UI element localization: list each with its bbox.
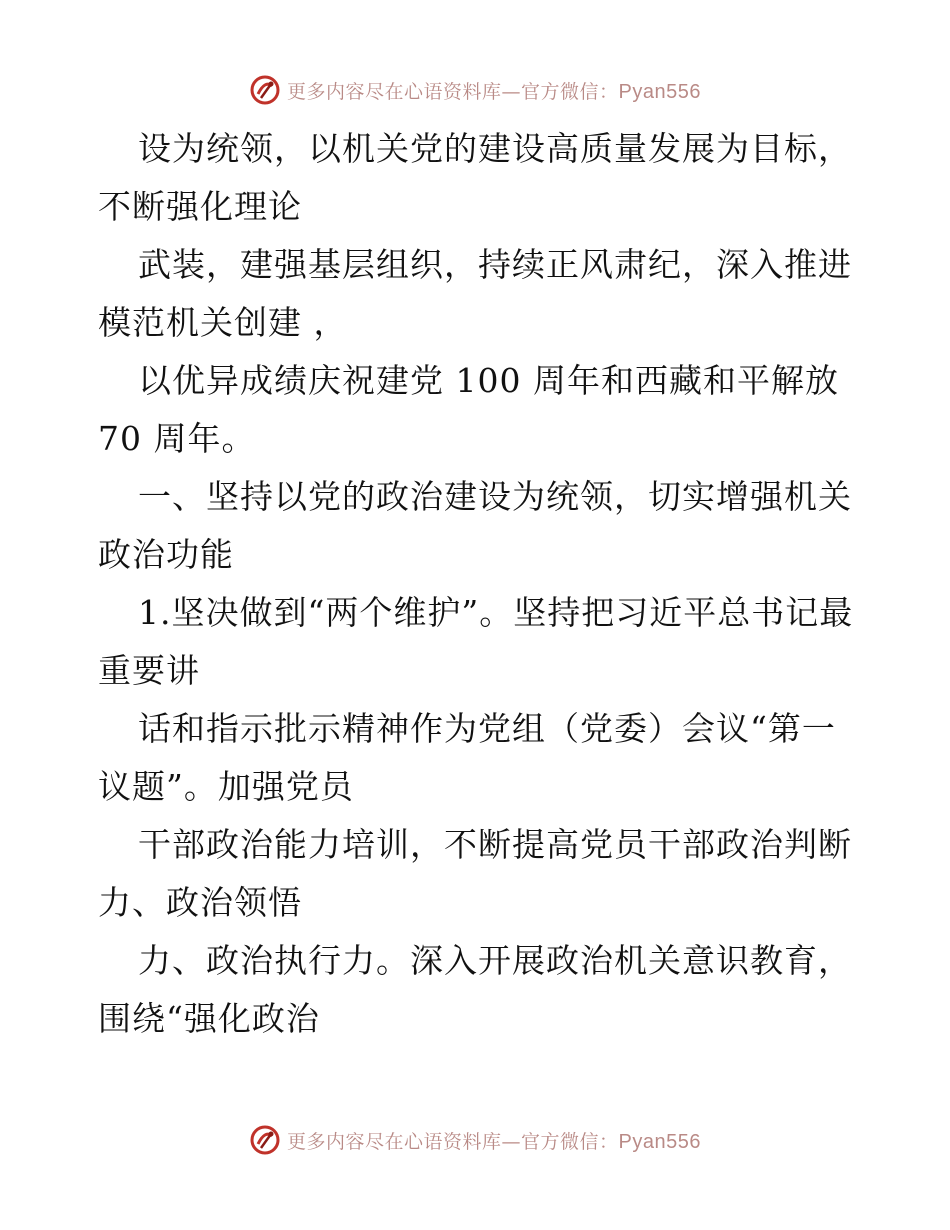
section-heading: 一、坚持以党的政治建设为统领，切实增强机关政治功能 xyxy=(98,477,852,574)
footer-banner xyxy=(0,1120,950,1160)
paragraph: 武装，建强基层组织，持续正风肃纪，深入推进模范机关创建 ， xyxy=(98,245,852,342)
paragraph: 1.坚决做到“两个维护”。坚持把习近平总书记最重要讲 xyxy=(98,593,854,690)
banner-account: Pyan556 xyxy=(618,80,701,103)
paragraph: 干部政治能力培训，不断提高党员干部政治判断力、政治领悟 xyxy=(98,825,852,922)
seal-logo-icon xyxy=(249,1124,281,1156)
banner-account: Pyan556 xyxy=(618,1130,701,1153)
banner-text: 更多内容尽在心语资料库—官方微信：Pyan556 xyxy=(287,1130,701,1153)
paragraph: 话和指示批示精神作为党组（党委）会议“第一议题”。加强党员 xyxy=(98,709,836,806)
paragraph: 设为统领，以机关党的建设高质量发展为目标，不断强化理论 xyxy=(98,129,852,226)
paragraph: 力、政治执行力。深入开展政治机关意识教育，围绕“强化政治 xyxy=(98,941,852,1038)
banner-text: 更多内容尽在心语资料库—官方微信：Pyan556 xyxy=(287,80,701,103)
seal-logo-icon xyxy=(249,74,281,106)
header-banner xyxy=(0,70,950,110)
document-body xyxy=(98,120,858,1048)
paragraph: 以优异成绩庆祝建党 100 周年和西藏和平解放 70 周年。 xyxy=(98,361,851,458)
